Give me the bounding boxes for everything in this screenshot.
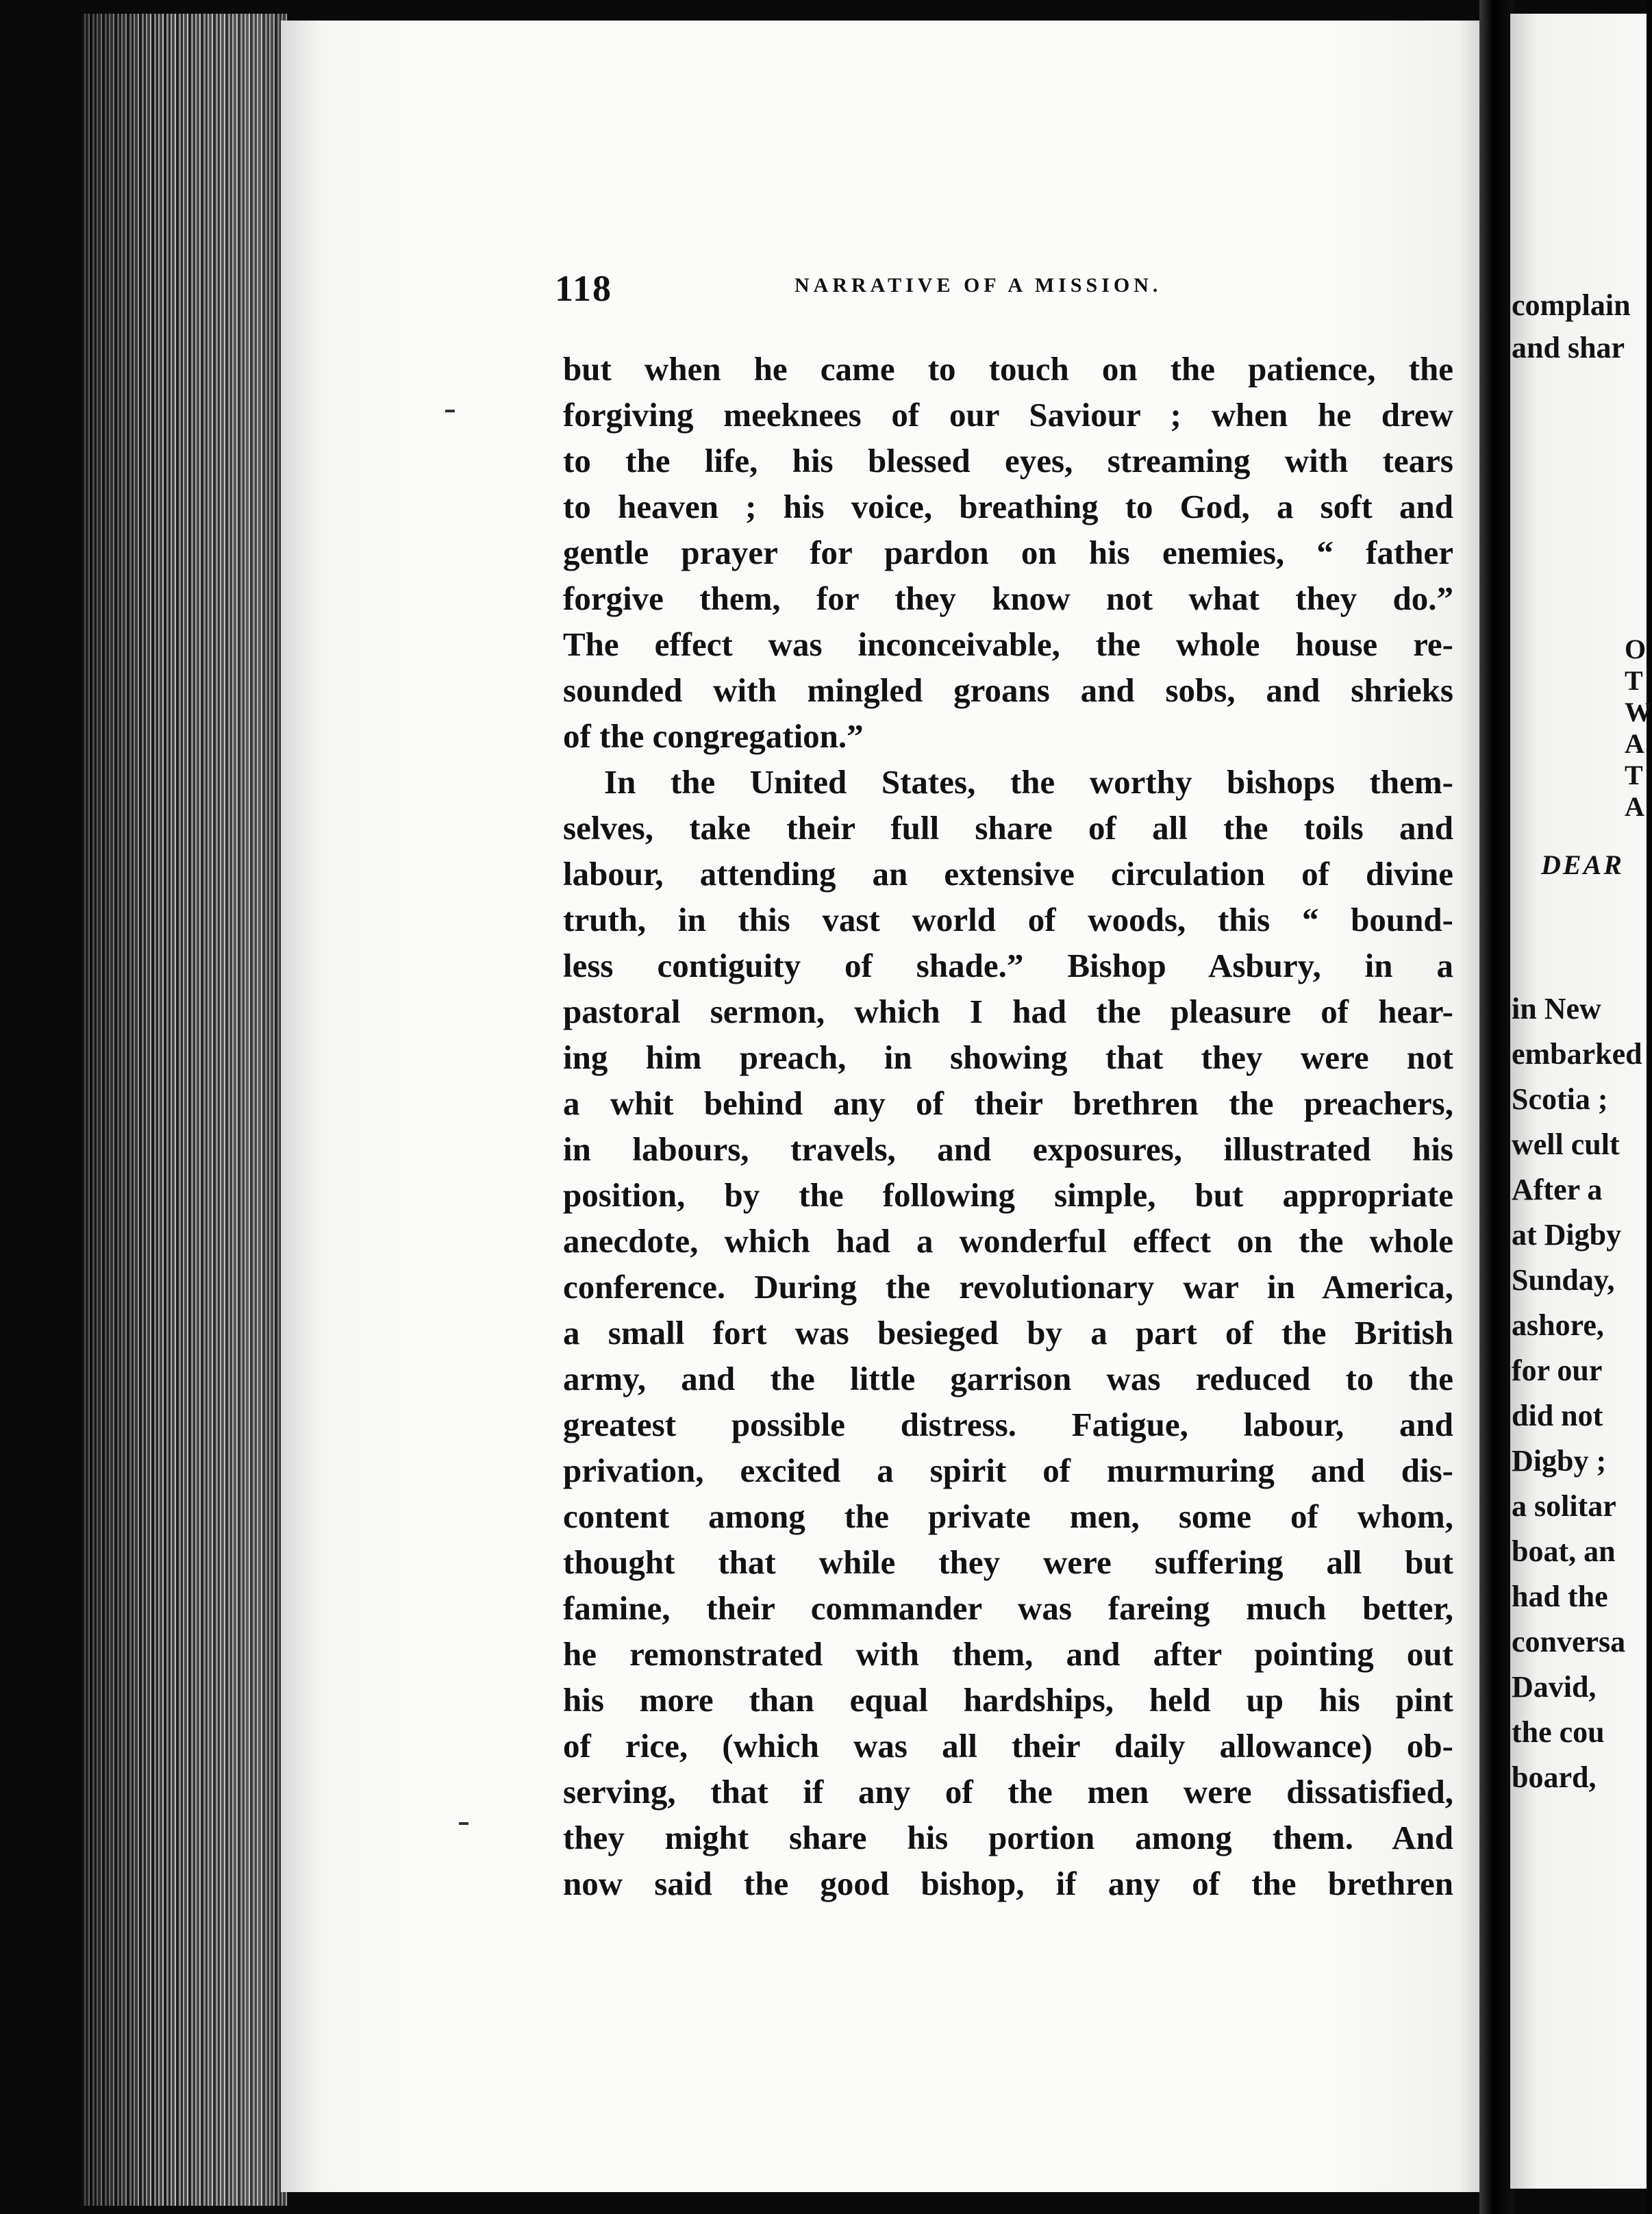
text-line: of the congregation.”: [563, 717, 864, 755]
text-line: a whit behind any of their brethren the preachers,: [563, 1084, 1453, 1122]
text-line: did not: [1512, 1399, 1603, 1432]
text-line: thought that while they were suffering all but: [563, 1543, 1453, 1581]
margin-mark: [445, 410, 455, 412]
text-line: content among the private men, some of whom,: [563, 1497, 1453, 1535]
text-line: selves, take their full share of all the toils and: [563, 809, 1453, 847]
text-line: in New: [1512, 992, 1601, 1025]
text-line: David,: [1512, 1670, 1597, 1704]
capital-letter: T: [1625, 665, 1643, 696]
text-line: The effect was inconceivable, the whole house re-: [563, 625, 1453, 663]
text-line: board,: [1512, 1761, 1597, 1794]
running-head: [555, 267, 1301, 308]
text-line: less contiguity of shade.” Bishop Asbury, in a: [563, 947, 1453, 984]
text-line: boat, an: [1512, 1534, 1616, 1568]
text-line: well cult: [1512, 1128, 1620, 1161]
right-page-head-text: [1512, 284, 1631, 369]
text-line: and shar: [1512, 331, 1625, 364]
text-line: embarked: [1512, 1037, 1642, 1071]
text-line: forgiving meeknees of our Saviour ; when he drew: [563, 396, 1453, 434]
capital-letter: A: [1625, 791, 1644, 822]
text-line: ashore,: [1512, 1308, 1604, 1342]
text-line: in labours, travels, and exposures, illustrated his: [563, 1130, 1453, 1168]
text-line: his more than equal hardships, held up his pint: [563, 1681, 1453, 1719]
text-line: of rice, (which was all their daily allowance) ob-: [563, 1727, 1453, 1765]
text-line: conference. During the revolutionary war in America,: [563, 1268, 1453, 1306]
text-line: Scotia ;: [1512, 1082, 1608, 1116]
text-line: a small fort was besieged by a part of the British: [563, 1314, 1453, 1352]
text-line: to the life, his blessed eyes, streaming with tears: [563, 442, 1453, 480]
text-line: gentle prayer for pardon on his enemies, “ father: [563, 534, 1453, 571]
text-line: position, by the following simple, but appropriate: [563, 1176, 1453, 1214]
text-line: Sunday,: [1512, 1263, 1615, 1297]
text-line: privation, excited a spirit of murmuring and dis-: [563, 1452, 1453, 1489]
text-line: anecdote, which had a wonderful effect on the whole: [563, 1222, 1453, 1260]
text-line: sounded with mingled groans and sobs, and shrieks: [563, 671, 1453, 709]
book-gutter: [1479, 0, 1514, 2214]
capital-letter: W: [1625, 697, 1652, 727]
text-line: the cou: [1512, 1715, 1605, 1749]
text-line: to heaven ; his voice, breathing to God, a soft and: [563, 488, 1453, 525]
text-line: he remonstrated with them, and after pointing out: [563, 1635, 1453, 1673]
text-line: but when he came to touch on the patience, the: [563, 350, 1453, 388]
text-line: conversa: [1512, 1625, 1626, 1658]
salutation: DEAR: [1541, 849, 1624, 880]
text-line: had the: [1512, 1580, 1608, 1613]
text-line: greatest possible distress. Fatigue, labour, and: [563, 1406, 1453, 1443]
text-line: labour, attending an extensive circulation of divine: [563, 855, 1453, 893]
text-line: for our: [1512, 1354, 1603, 1387]
text-line: army, and the little garrison was reduced to the: [563, 1360, 1453, 1397]
text-line: truth, in this vast world of woods, this “ bound-: [563, 901, 1453, 938]
right-page-body-text: [1512, 986, 1642, 1800]
text-line: at Digby: [1512, 1218, 1622, 1252]
capital-letter: T: [1625, 760, 1643, 791]
right-page-capitals: [1625, 634, 1652, 823]
capital-letter: O: [1625, 634, 1647, 664]
text-line: now said the good bishop, if any of the brethren: [563, 1865, 1453, 1902]
page-stack-edges: [82, 14, 288, 2206]
margin-mark: [459, 1822, 468, 1825]
text-line: Digby ;: [1512, 1444, 1607, 1478]
text-line: serving, that if any of the men were dissatisfied,: [563, 1773, 1453, 1811]
text-line: a solitar: [1512, 1489, 1616, 1523]
running-title: NARRATIVE OF A MISSION.: [794, 274, 1162, 297]
page-number: 118: [555, 268, 613, 309]
text-line: forgive them, for they know not what they do.”: [563, 580, 1453, 617]
text-line: In the United States, the worthy bishops them-: [604, 763, 1453, 801]
text-line: pastoral sermon, which I had the pleasure of hear-: [563, 993, 1453, 1030]
text-line: ing him preach, in showing that they were not: [563, 1038, 1453, 1076]
body-text: [563, 346, 1453, 1906]
text-line: complain: [1512, 288, 1631, 322]
capital-letter: A: [1625, 728, 1644, 759]
text-line: they might share his portion among them. And: [563, 1819, 1453, 1856]
text-line: After a: [1512, 1173, 1603, 1206]
text-line: famine, their commander was fareing much better,: [563, 1589, 1453, 1627]
